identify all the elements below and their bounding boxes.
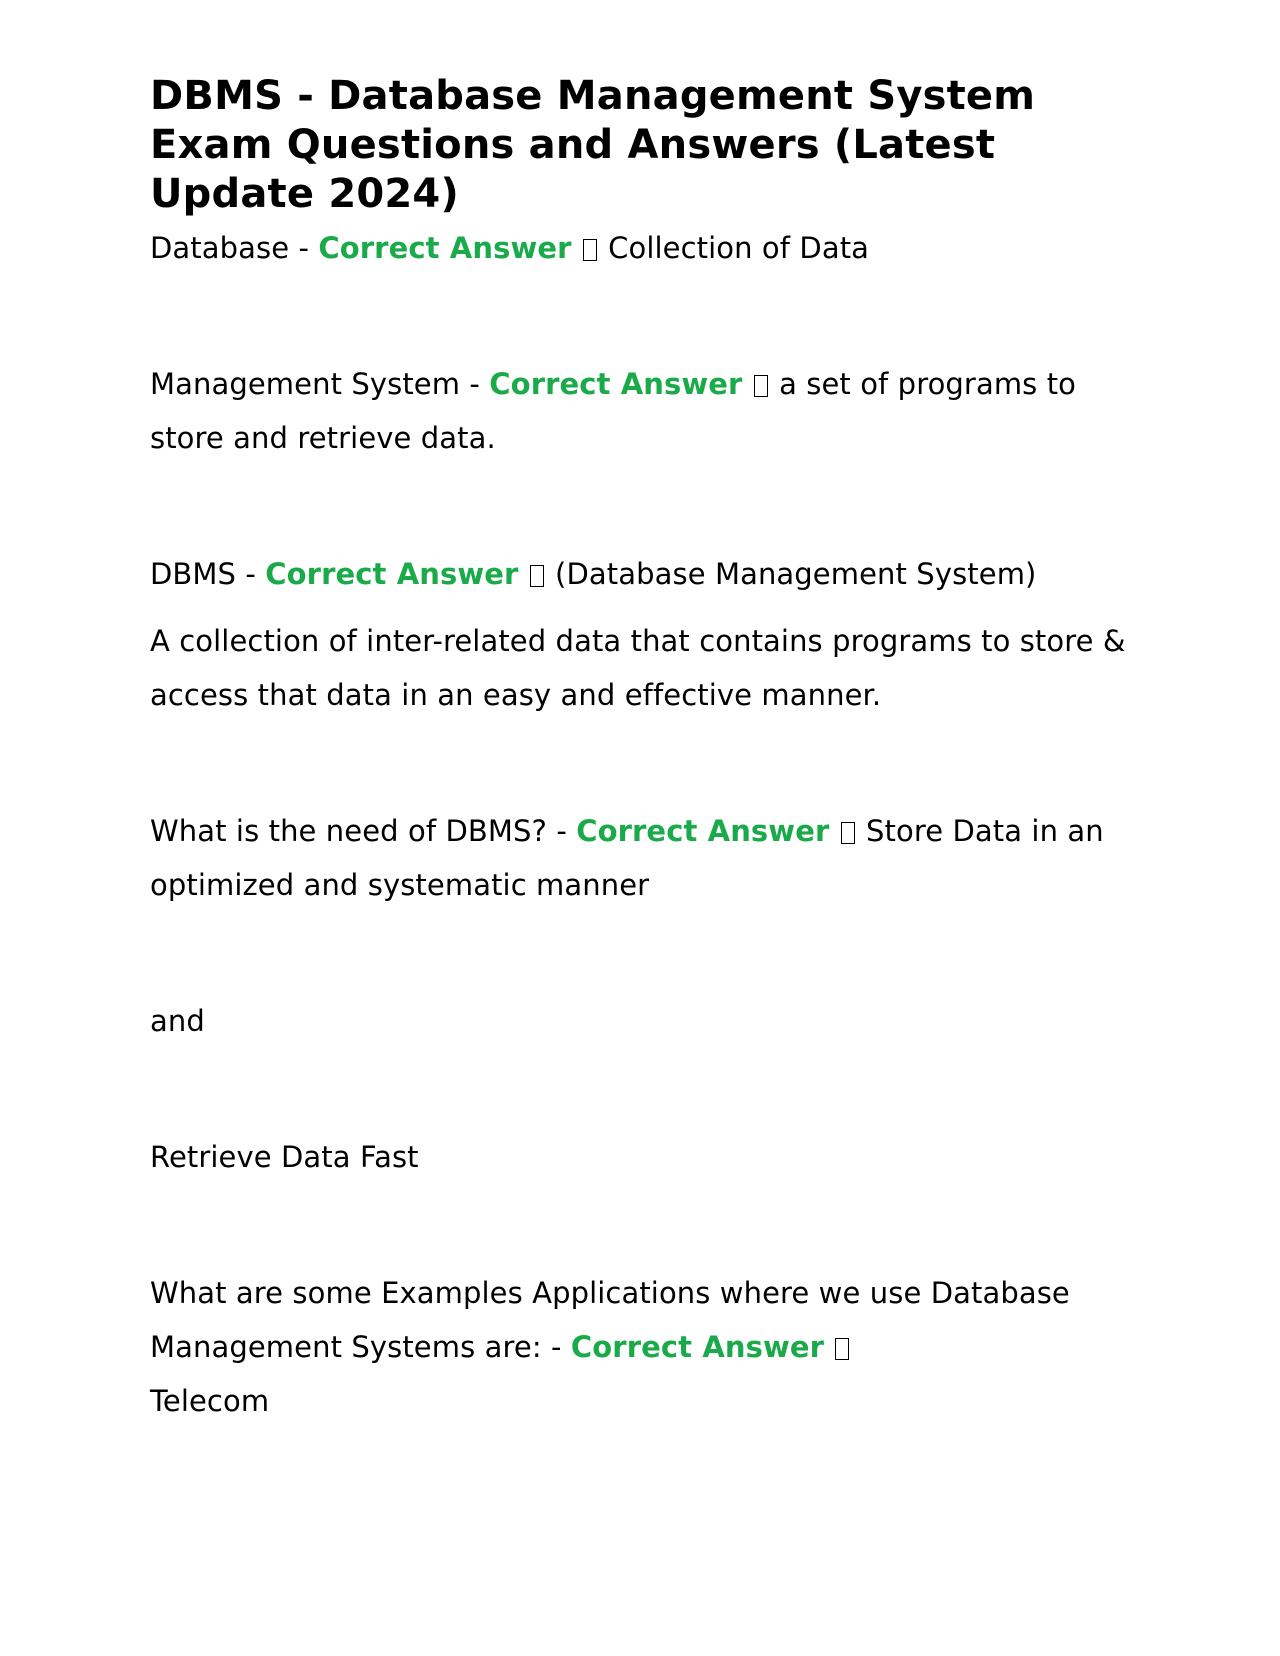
qa-item-dbms [150, 547, 1140, 601]
document-page [150, 72, 1140, 1428]
question-text: What is the need of DBMS? - [150, 814, 577, 848]
dbms-definition: A collection of inter-related data that contains programs to store & access that data in an easy and effective manner. [150, 624, 1126, 712]
square-box-icon [841, 822, 855, 844]
question-text: DBMS - [150, 557, 266, 591]
answer-text: (Database Management System) [545, 557, 1037, 591]
answer-text: Store Data in an optimized and systematic manner [150, 814, 1104, 902]
correct-answer-label: Correct Answer [318, 231, 572, 265]
document-title: DBMS - Database Management System Exam Questions and Answers (Latest Update 2024) [150, 73, 1036, 217]
square-box-icon [754, 375, 768, 397]
qa-item-example-applications [150, 1266, 1140, 1428]
correct-answer-label: Correct Answer [489, 367, 743, 401]
answer-text: a set of programs to store and retrieve data. [150, 367, 1077, 455]
qa-item-database [150, 221, 1140, 275]
correct-answer-label: Correct Answer [265, 557, 519, 591]
question-text: Management System - [150, 367, 490, 401]
correct-answer-label: Correct Answer [576, 814, 830, 848]
question-text: Database - [150, 231, 319, 265]
correct-answer-label: Correct Answer [570, 1330, 825, 1364]
square-box-icon [835, 1338, 849, 1360]
question-text: What are some Examples Applications where we use Database Management Systems are: - [150, 1276, 1070, 1364]
qa-item-management-system [150, 357, 1140, 465]
qa-item-need-of-dbms [150, 804, 1140, 912]
answer-text: Telecom [150, 1384, 270, 1418]
answer-continuation-retrieve: Retrieve Data Fast [150, 1140, 419, 1174]
square-box-icon [583, 239, 597, 261]
answer-continuation-and: and [150, 1004, 205, 1038]
answer-text: Collection of Data [598, 231, 870, 265]
square-box-icon [530, 565, 544, 587]
